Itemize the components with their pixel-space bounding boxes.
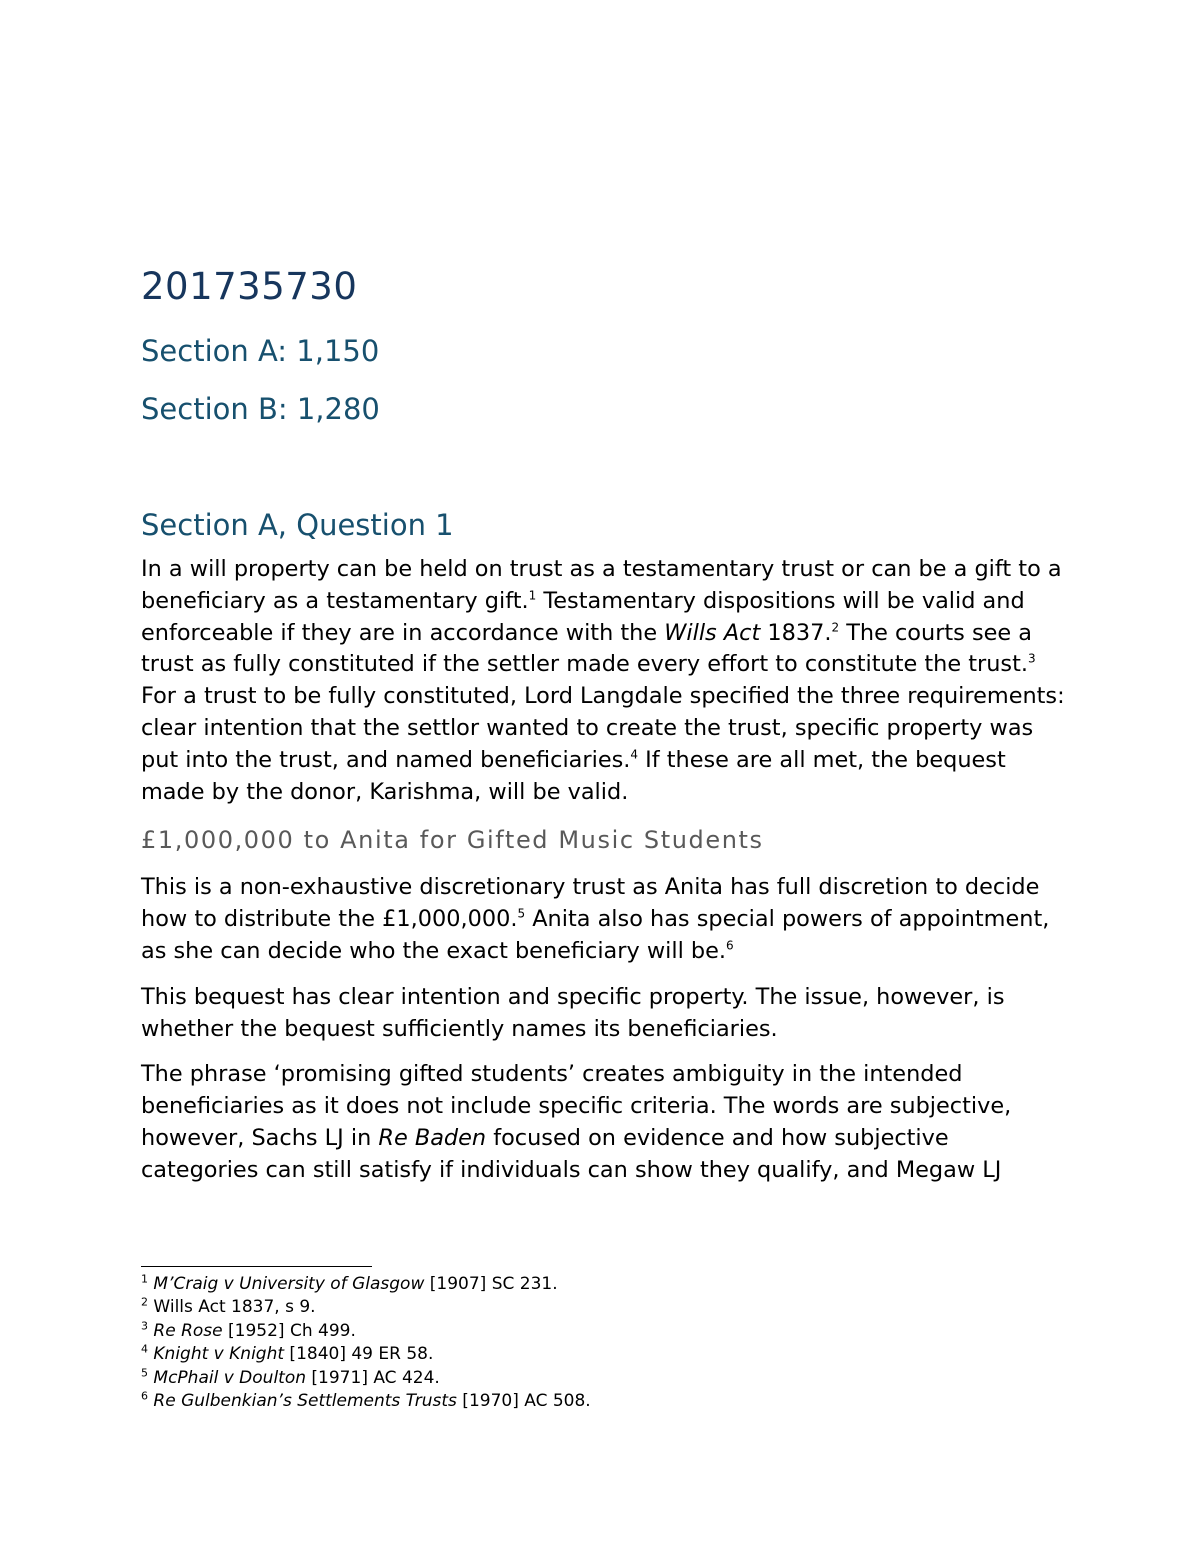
intro-paragraph [141,554,1066,808]
section-b-word-count: Section B: 1,280 [141,392,380,426]
footnote-1 [141,1273,1066,1296]
footnote-ref-3: 3 [1027,651,1036,666]
para2-sentence-1: This is a non-exhaustive discretionary trust as Anita has full discretion to decide how to distribute the £1,000,000. [141,874,1040,933]
footnote-ref-5: 5 [517,906,526,921]
footnote-3 [141,1320,1066,1343]
footnote-number: 5 [141,1365,148,1379]
footnote-citation: [1971] AC 424. [306,1367,440,1388]
footnote-case: McPhail v Doulton [153,1367,307,1388]
footnotes [141,1273,1066,1413]
footnote-citation: [1952] Ch 499. [222,1320,356,1341]
section-heading: Section A, Question 1 [141,508,454,542]
intro-sentence-2: Testamentary dispositions will be valid and enforceable if they are in accordance with the [141,587,1025,646]
footnote-ref-2: 2 [831,620,840,635]
student-number: 201735730 [141,265,358,308]
intro-sentence-2-end: 1837. [760,619,832,646]
intro-sentence-1: In a will property can be held on trust as a testamentary trust or can be a gift to a beneficiary as a testamentary gift. [141,556,1062,614]
footnote-ref-1: 1 [528,588,537,603]
discretionary-trust-paragraph [141,872,1066,967]
intro-sentence-4: For a trust to be fully constituted, Lord Langdale specified the three requirements: clear intention that the settlor wanted to create the trust, specific property was put into the trust, and named beneficiaries. [141,683,1065,773]
para2-sentence-2: Anita also has special powers of appointment, as she can decide who the exact beneficiary will be. [141,906,1050,964]
footnote-case: Re Gulbenkian’s Settlements Trusts [153,1391,457,1412]
para4-sentence-2: focused on evidence and how subjective categories can still satisfy if individuals can show they qualify, and Megaw LJ [141,1124,1002,1183]
wills-act-italic: Wills Act [664,619,761,646]
footnote-number: 3 [141,1319,148,1333]
intro-sentence-5: If these are all met, the bequest made by the donor, Karishma, will be valid. [141,746,1006,805]
footnote-citation: [1840] 49 ER 58. [284,1344,434,1365]
footnote-case: M’Craig v University of Glasgow [153,1274,425,1294]
document-body [141,262,1066,1201]
footnote-citation: [1970] AC 508. [456,1391,591,1412]
footnote-5 [141,1367,1066,1390]
issue-paragraph: This bequest has clear intention and specific property. The issue, however, is whether the bequest sufficiently names its beneficiaries. [141,983,1005,1042]
footnote-number: 1 [141,1272,148,1286]
ambiguity-paragraph [141,1059,1066,1186]
footnote-case: Knight v Knight [153,1344,285,1365]
para4-sentence-1: The phrase ‘promising gifted students’ creates ambiguity in the intended beneficiaries as it does not include specific criteria. The words are subjective, however, Sachs LJ in [141,1061,1012,1151]
footnote-separator [141,1266,372,1267]
footnote-number: 4 [141,1342,148,1356]
footnote-citation: Wills Act 1837, s 9. [148,1297,316,1318]
footnote-ref-4: 4 [630,747,639,762]
footnote-2 [141,1296,1066,1319]
footnote-citation: [1907] SC 231. [424,1274,558,1294]
footnote-4 [141,1343,1066,1366]
footnote-6 [141,1390,1066,1413]
footnote-number: 6 [141,1389,148,1403]
footnote-case: Re Rose [153,1320,223,1341]
re-baden-italic: Re Baden [378,1124,487,1151]
footnote-number: 2 [141,1295,148,1309]
subheading: £1,000,000 to Anita for Gifted Music Students [141,826,764,855]
intro-sentence-3: The courts see a trust as fully constituted if the settler made every effort to constitute the trust. [141,619,1033,678]
section-a-word-count: Section A: 1,150 [141,334,380,368]
footnote-ref-6: 6 [726,938,734,953]
